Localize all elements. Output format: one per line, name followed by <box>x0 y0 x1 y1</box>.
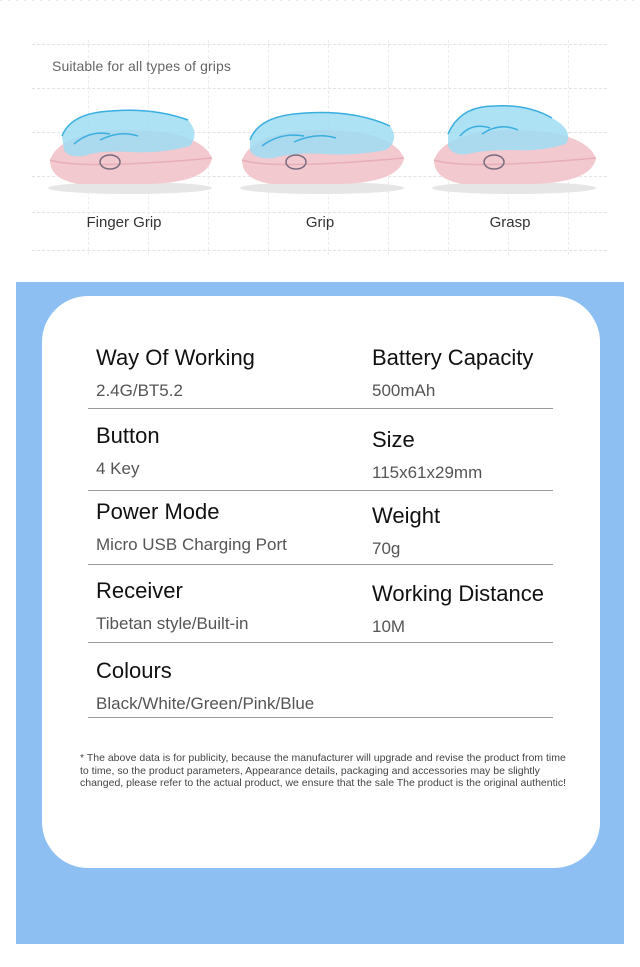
spec-value: 2.4G/BT5.2 <box>96 381 183 400</box>
spec-name: Way Of Working <box>96 345 255 370</box>
spec-value: Black/White/Green/Pink/Blue <box>96 694 315 713</box>
spec-name: Battery Capacity <box>372 345 534 370</box>
spec-row <box>88 423 553 491</box>
spec-value: 70g <box>372 539 401 558</box>
grip-label-finger: Finger Grip <box>86 214 162 231</box>
spec-value: 4 Key <box>96 459 140 478</box>
spec-row <box>88 578 553 643</box>
spec-name: Receiver <box>96 578 183 603</box>
spec-name: Weight <box>372 503 441 528</box>
spec-name: Working Distance <box>372 581 544 606</box>
spec-value: 10M <box>372 617 406 636</box>
spec-row <box>88 499 553 565</box>
spec-row <box>88 345 553 409</box>
spec-value: Tibetan style/Built-in <box>96 614 249 633</box>
mouse-hand-icon <box>424 100 604 200</box>
grips-title: Suitable for all types of grips <box>52 58 231 74</box>
spec-name: Button <box>96 423 160 448</box>
spec-row <box>88 658 553 718</box>
mouse-hand-icon <box>232 100 412 200</box>
disclaimer-footnote: * The above data is for publicity, because the manufacturer will upgrade and revise the product from time to time, so the product parameters, Appearance details, packaging and accessories may be slightly changed, please refer to the actual product, we ensure that the sale The product is the original authentic! <box>80 752 567 789</box>
spec-name: Power Mode <box>96 499 220 524</box>
spec-value: 115x61x29mm <box>372 463 483 482</box>
spec-value: Micro USB Charging Port <box>96 535 287 554</box>
grip-label-grip: Grip <box>305 214 335 231</box>
grips-section <box>0 0 640 270</box>
spec-name: Size <box>372 427 415 452</box>
spec-value: 500mAh <box>372 381 436 400</box>
mouse-hand-icon <box>40 100 220 200</box>
grip-label-grasp: Grasp <box>489 214 531 231</box>
spec-name: Colours <box>96 658 172 683</box>
